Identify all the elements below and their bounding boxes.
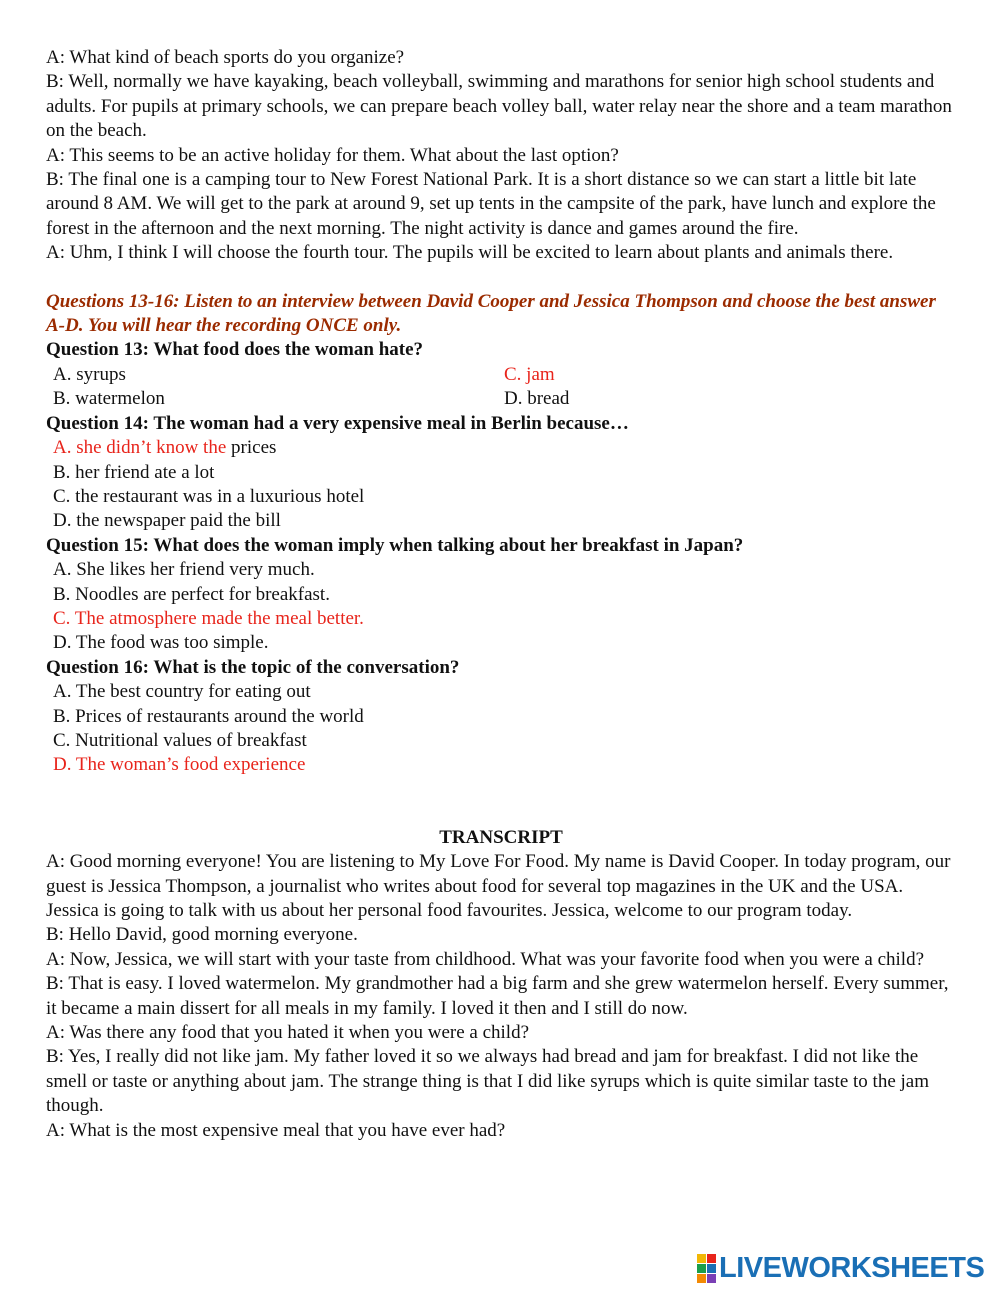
question-16: Question 16: What is the topic of the conversation? — [46, 656, 460, 678]
transcript-line: B: That is easy. I loved watermelon. My grandmother had a big farm and she grew watermelon herself. Every summer, it became a main dissert for all meals in my family. I loved it then and I still do now. — [46, 973, 949, 1019]
logo-block — [697, 1264, 706, 1273]
dialogue-line: A: What kind of beach sports do you organize? — [46, 47, 405, 68]
logo-blocks-icon — [697, 1254, 716, 1283]
q13-options-row-2 — [46, 387, 956, 411]
question-14: Question 14: The woman had a very expensive meal in Berlin because… — [46, 412, 629, 434]
q15-option-c-correct: C. The atmosphere made the meal better. — [53, 607, 364, 629]
q14-option-c: C. the restaurant was in a luxurious hotel — [53, 485, 365, 507]
q16-option-a: A. The best country for eating out — [53, 681, 311, 703]
q13-option-c-correct: C. jam — [504, 363, 555, 385]
q14-option-a-rest: prices — [226, 437, 277, 459]
transcript-line: B: Hello David, good morning everyone. — [46, 924, 358, 946]
q14-option-d: D. the newspaper paid the bill — [53, 510, 281, 532]
transcript-title: TRANSCRIPT — [439, 826, 563, 848]
section-instructions: Questions 13-16: Listen to an interview between David Cooper and Jessica Thompson and choose the best answer A-D. You will hear the recording ONCE only. — [46, 290, 936, 337]
dialogue-line: A: This seems to be an active holiday for them. What about the last option? — [46, 144, 619, 166]
transcript-line: A: What is the most expensive meal that you have ever had? — [46, 1119, 506, 1141]
dialogue-line: B: Well, normally we have kayaking, beach volleyball, swimming and marathons for senior high school students and adults. For pupils at primary schools, we can prepare beach volley ball, water relay near the shore and a team marathon on the beach. — [46, 71, 952, 142]
dialogue-line: B: The final one is a camping tour to New Forest National Park. It is a short distance so we can start a little bit late around 8 AM. We will get to the park at around 9, set up tents in the campsite of the park, have lunch and explore the forest in the afternoon and the next morning. The night activity is dance and games around the fire. — [46, 169, 936, 239]
q14-option-b: B. her friend ate a lot — [53, 461, 215, 483]
q15-option-b: B. Noodles are perfect for breakfast. — [53, 583, 330, 605]
q14-option-a — [46, 436, 956, 460]
logo-block — [697, 1254, 706, 1263]
q13-options-row-1 — [46, 363, 956, 387]
logo-block — [707, 1274, 716, 1283]
liveworksheets-logo[interactable] — [697, 1252, 984, 1284]
q15-option-a: A. She likes her friend very much. — [53, 559, 315, 581]
logo-text: LIVEWORKSHEETS — [719, 1252, 985, 1284]
dialogue-line: A: Uhm, I think I will choose the fourth tour. The pupils will be excited to learn about plants and animals there. — [46, 242, 894, 264]
transcript-line: B: Yes, I really did not like jam. My father loved it so we always had bread and jam for breakfast. I did not like the smell or taste or anything about jam. The strange thing is that I did like syrups which is quite similar taste to the jam though. — [46, 1046, 929, 1117]
question-15: Question 15: What does the woman imply when talking about her breakfast in Japan? — [46, 534, 744, 556]
q15-option-d: D. The food was too simple. — [53, 632, 269, 654]
transcript-line: A: Now, Jessica, we will start with your taste from childhood. What was your favorite food when you were a child? — [46, 948, 924, 970]
q14-option-a-correct: A. she didn’t know the — [53, 437, 227, 459]
q13-option-d: D. bread — [504, 388, 570, 410]
logo-block — [707, 1264, 716, 1273]
q16-option-c: C. Nutritional values of breakfast — [53, 729, 307, 751]
q16-option-d-correct: D. The woman’s food experience — [53, 754, 306, 776]
worksheet-page — [46, 46, 956, 1143]
q13-option-b: B. watermelon — [53, 388, 165, 410]
transcript-line: A: Was there any food that you hated it when you were a child? — [46, 1022, 529, 1044]
logo-block — [707, 1254, 716, 1263]
question-13: Question 13: What food does the woman hate? — [46, 339, 424, 361]
logo-block — [697, 1274, 706, 1283]
transcript-line: A: Good morning everyone! You are listening to My Love For Food. My name is David Cooper. In today program, our guest is Jessica Thompson, a journalist who writes about food for several top magazines in the UK and the USA. Jessica is going to talk with us about her personal food favourites. Jessica, welcome to our program today. — [46, 851, 951, 921]
q16-option-b: B. Prices of restaurants around the world — [53, 705, 364, 727]
q13-option-a: A. syrups — [53, 363, 126, 385]
